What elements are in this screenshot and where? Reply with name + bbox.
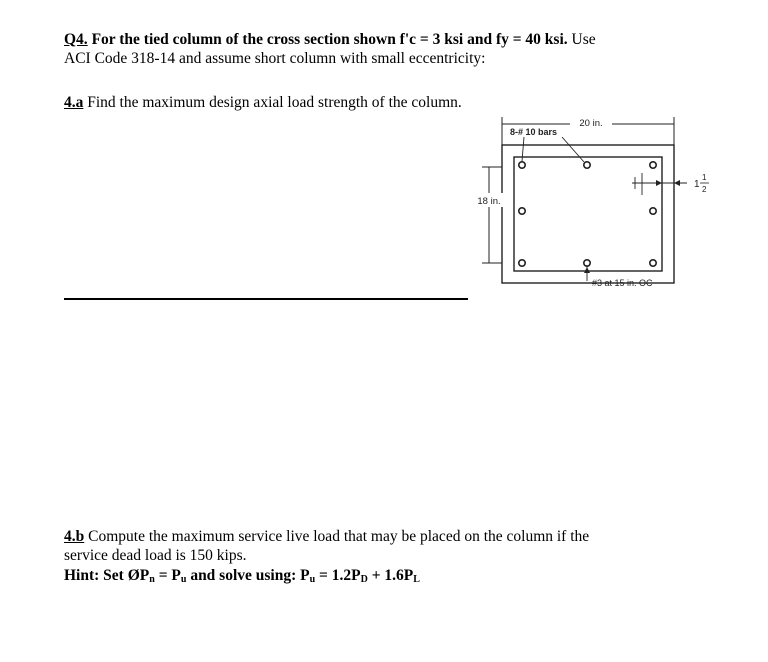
rebar-bottom-right bbox=[650, 260, 656, 266]
hint-line bbox=[64, 566, 420, 589]
question-4a-text: Find the maximum design axial load strength of the column. bbox=[83, 94, 462, 111]
cover-arrow-head-outer bbox=[674, 180, 680, 186]
question-4-text-end: Use bbox=[567, 31, 596, 48]
question-4-label: Q4. bbox=[64, 31, 88, 48]
question-4-line-1 bbox=[64, 30, 596, 49]
question-4a-label: 4.a bbox=[64, 94, 84, 111]
section-divider bbox=[64, 298, 468, 300]
question-4-line-2: ACI Code 318-14 and assume short column with small eccentricity: bbox=[64, 50, 486, 67]
tie-leader-arrow bbox=[584, 267, 590, 273]
hint-eq1: = P bbox=[154, 567, 181, 584]
question-4a bbox=[64, 93, 462, 112]
cover-whole: 1 bbox=[694, 179, 700, 190]
rebar-middle-right bbox=[650, 208, 656, 214]
tie-outline bbox=[514, 157, 662, 271]
bars-leader-right bbox=[562, 137, 584, 162]
cover-denominator: 2 bbox=[702, 185, 707, 194]
width-label: 20 in. bbox=[579, 118, 603, 129]
rebar-bottom-left bbox=[519, 260, 525, 266]
hint-eq3: + 1.6P bbox=[367, 567, 414, 584]
question-4-bold-text: For the tied column of the cross section shown f'c = 3 ksi and fy = 40 ksi. bbox=[87, 31, 568, 48]
hint-sub-d: D bbox=[360, 574, 368, 585]
rebar-top-right bbox=[650, 162, 656, 168]
height-label: 18 in. bbox=[477, 196, 501, 207]
hint-sub-l: L bbox=[413, 574, 420, 585]
rebar-top-middle bbox=[584, 162, 590, 168]
rebar-top-left bbox=[519, 162, 525, 168]
cover-arrow-head bbox=[656, 180, 662, 186]
hint-prefix: Hint: Set ØP bbox=[64, 567, 150, 584]
hint-sub-u1: u bbox=[180, 574, 187, 585]
hint-sub-u2: u bbox=[309, 574, 316, 585]
question-4b-line-2: service dead load is 150 kips. bbox=[64, 547, 247, 564]
bars-label: 8-# 10 bars bbox=[510, 127, 558, 137]
hint-eq2: = 1.2P bbox=[315, 567, 361, 584]
question-4b-text: Compute the maximum service live load that may be placed on the column if the bbox=[84, 528, 590, 545]
column-outline bbox=[502, 145, 674, 283]
question-4b-line-1 bbox=[64, 527, 589, 546]
question-4b-label: 4.b bbox=[64, 528, 85, 545]
hint-sub-n: n bbox=[149, 574, 155, 585]
ties-label: #3 at 15 in. OC bbox=[592, 278, 653, 288]
hint-mid: and solve using: P bbox=[186, 567, 310, 584]
column-cross-section-diagram bbox=[462, 113, 718, 299]
cover-numerator: 1 bbox=[702, 173, 707, 182]
rebar-middle-left bbox=[519, 208, 525, 214]
